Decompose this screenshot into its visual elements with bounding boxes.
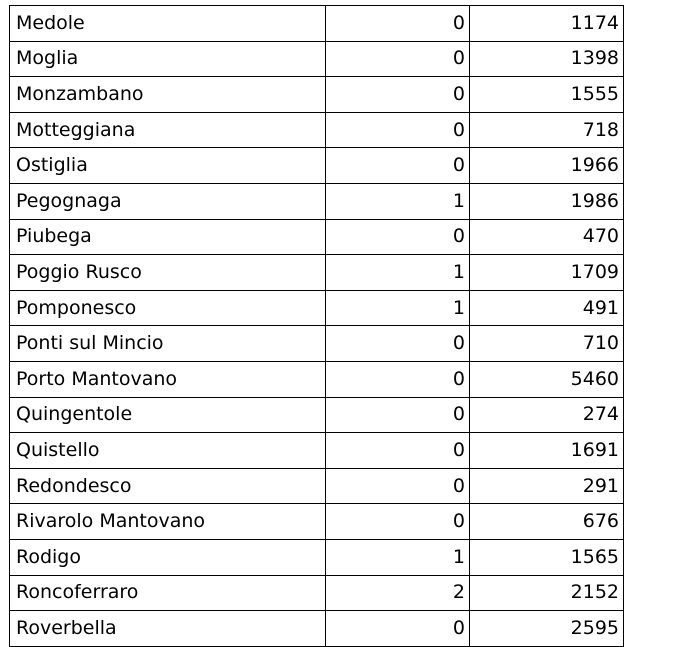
value-cell: 710 [470,326,624,362]
table-row [10,611,624,647]
value-cell: 1709 [470,255,624,291]
count-cell: 0 [326,361,470,397]
municipality-name-cell: Roncoferraro [10,575,326,611]
value-cell: 291 [470,468,624,504]
value-cell: 1986 [470,183,624,219]
municipality-name-cell: Monzambano [10,77,326,113]
value-cell: 2152 [470,575,624,611]
value-cell: 1565 [470,539,624,575]
municipality-name-cell: Pegognaga [10,183,326,219]
table-row [10,290,624,326]
municipality-name-cell: Quingentole [10,397,326,433]
table-row [10,326,624,362]
count-cell: 0 [326,611,470,647]
municipality-name-cell: Motteggiana [10,112,326,148]
count-cell: 0 [326,6,470,42]
value-cell: 1966 [470,148,624,184]
count-cell: 0 [326,433,470,469]
count-cell: 1 [326,183,470,219]
table-row [10,504,624,540]
table-row [10,255,624,291]
count-cell: 0 [326,504,470,540]
table-row [10,433,624,469]
table-row [10,77,624,113]
table-row [10,41,624,77]
table-row [10,397,624,433]
municipality-name-cell: Poggio Rusco [10,255,326,291]
count-cell: 0 [326,77,470,113]
table-row [10,148,624,184]
table-row [10,6,624,42]
count-cell: 2 [326,575,470,611]
municipality-name-cell: Roverbella [10,611,326,647]
municipality-name-cell: Porto Mantovano [10,361,326,397]
table-body [10,6,624,647]
municipality-name-cell: Piubega [10,219,326,255]
table-row [10,183,624,219]
municipality-name-cell: Rivarolo Mantovano [10,504,326,540]
municipality-name-cell: Quistello [10,433,326,469]
municipality-name-cell: Rodigo [10,539,326,575]
table-row [10,361,624,397]
count-cell: 0 [326,148,470,184]
count-cell: 0 [326,468,470,504]
count-cell: 0 [326,112,470,148]
municipality-name-cell: Medole [10,6,326,42]
table-row [10,575,624,611]
value-cell: 676 [470,504,624,540]
table-row [10,219,624,255]
municipality-name-cell: Redondesco [10,468,326,504]
count-cell: 1 [326,290,470,326]
value-cell: 2595 [470,611,624,647]
count-cell: 1 [326,539,470,575]
municipality-name-cell: Moglia [10,41,326,77]
count-cell: 1 [326,255,470,291]
data-table [9,5,624,647]
value-cell: 470 [470,219,624,255]
value-cell: 1398 [470,41,624,77]
value-cell: 1174 [470,6,624,42]
table-row [10,468,624,504]
table-row [10,539,624,575]
value-cell: 718 [470,112,624,148]
value-cell: 274 [470,397,624,433]
value-cell: 491 [470,290,624,326]
municipality-name-cell: Pomponesco [10,290,326,326]
count-cell: 0 [326,326,470,362]
count-cell: 0 [326,219,470,255]
value-cell: 1555 [470,77,624,113]
count-cell: 0 [326,41,470,77]
count-cell: 0 [326,397,470,433]
municipality-name-cell: Ostiglia [10,148,326,184]
value-cell: 1691 [470,433,624,469]
table-row [10,112,624,148]
municipality-name-cell: Ponti sul Mincio [10,326,326,362]
value-cell: 5460 [470,361,624,397]
